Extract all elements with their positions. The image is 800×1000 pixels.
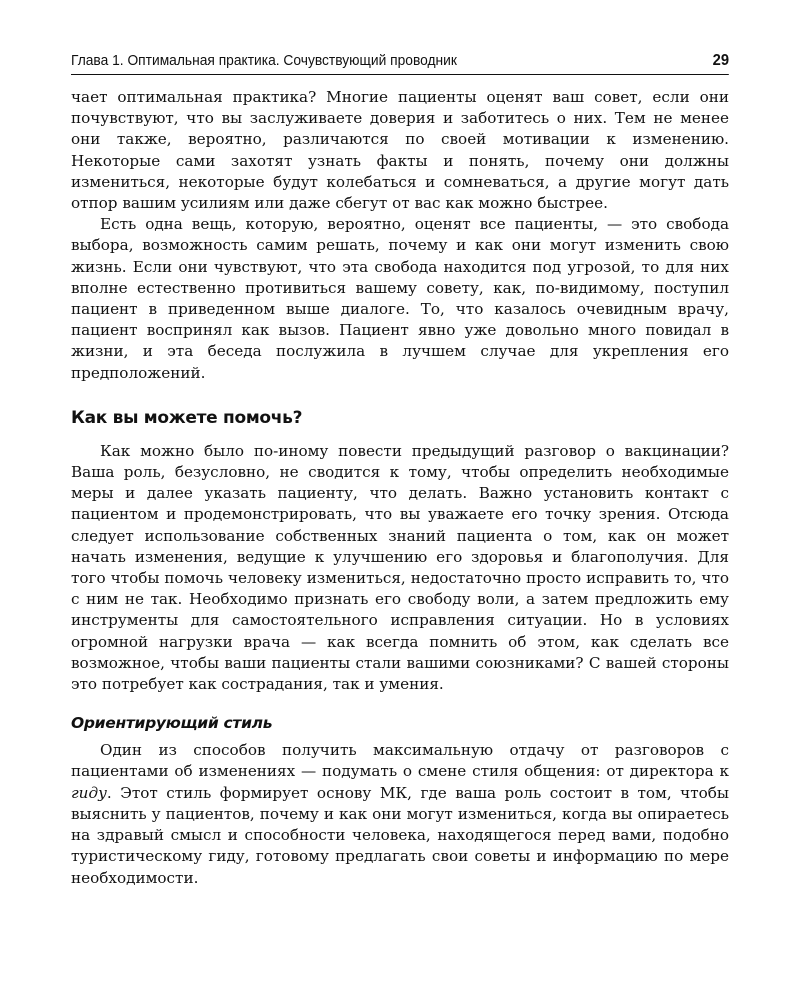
- paragraph-freedom-of-choice: Есть одна вещь, которую, вероятно, оценят все пациенты, — это свобода выбора, возможность самим решать, почему и как они могут изменить свою жизнь. Если они чувствуют, что эта свобода находится под угрозой, то для них вполне естественно противиться вашему совету, как, по-видимому, поступил пациент в приведенном выше диалоге. То, что казалось очевидным врачу, пациент воспринял как вызов. Пациент явно уже довольно много повидал в жизни, и эта беседа послужила в лучшем случае для укрепления его предположений.: [71, 215, 729, 382]
- paragraph-continuation: чает оптимальная практика? Многие пациенты оценят ваш совет, если они почувствуют, что вы заслуживаете доверия и заботитесь о них. Тем не менее они также, вероятно, различаются по своей мотивации к изменению. Некоторые сами захотят узнать факты и понять, почему они должны измениться, некоторые будут колебаться и сомневаться, а другие могут дать отпор вашим усилиям или даже сбегут от вас как можно быстрее.: [71, 88, 729, 213]
- book-page: [71, 52, 729, 889]
- section-heading: Как вы можете помочь?: [71, 407, 303, 428]
- subsection-heading: Ориентирующий стиль: [71, 714, 273, 733]
- paragraph-guiding-style: [71, 740, 729, 888]
- guide-term: гиду: [71, 783, 107, 802]
- guiding-style-text-start: Один из способов получить максимальную отдачу от разговоров с пациентами об изменениях — подумать о смене стиля общения: от директора к: [71, 741, 729, 781]
- paragraph-how-to-help: Как можно было по-иному повести предыдущий разговор о вакцинации? Ваша роль, безусловно, не сводится к тому, чтобы определить необходимые меры и далее указать пациенту, что делать. Важно установить контакт с пациентом и продемонстрировать, что вы уважаете его точку зрения. Отсюда следует использование собственных знаний пациента о том, как он может начать изменения, ведущие к улучшению его здоровья и благополучия. Для того чтобы помочь человеку измениться, недостаточно просто исправить то, что с ним не так. Необходимо признать его свободу воли, а затем предложить ему инструменты для самостоятельного исправления ситуации. Но в условиях огромной нагрузки врача — как всегда помнить об этом, как сделать все возможное, чтобы ваши пациенты стали вашими союзниками? С вашей стороны это потребует как сострадания, так и умения.: [71, 441, 729, 694]
- chapter-title: Глава 1. Оптимальная практика. Сочувствующий проводник: [71, 52, 457, 69]
- running-header: [71, 52, 729, 75]
- guiding-style-text-end: . Этот стиль формирует основу МК, где ваша роль состоит в том, чтобы выяснить у пациентов, почему и как они могут измениться, когда вы опираетесь на здравый смысл и способности человека, находящегося перед вами, подобно туристическому гиду, готовому предлагать свои советы и информацию по мере необходимости.: [71, 783, 729, 887]
- page-number: 29: [712, 52, 730, 69]
